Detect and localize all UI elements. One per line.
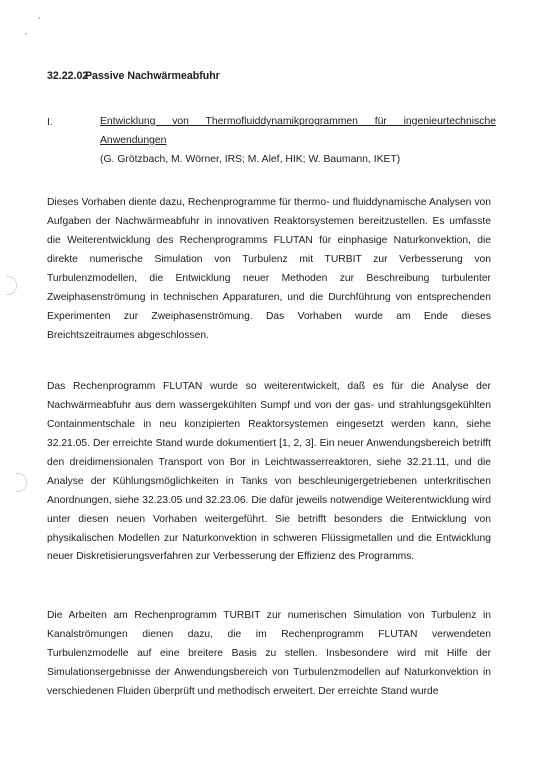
section-number: 32.22.02 xyxy=(47,70,89,82)
punch-hole-mark xyxy=(16,473,27,492)
subsection-authors: (G. Grötzbach, M. Wörner, IRS; M. Alef, HIK; W. Baumann, IKET) xyxy=(100,154,401,165)
scan-speck xyxy=(25,33,27,35)
subsection-title: Entwicklung von Thermofluiddynamikprogrammen für ingenieurtechnische Anwendungen xyxy=(100,116,496,146)
section-heading xyxy=(47,70,220,82)
body-paragraph: Das Rechenprogramm FLUTAN wurde so weiterentwickelt, daß es für die Analyse der Nachwärmeabfuhr aus dem wassergekühlten Sumpf und von der gas- und strahlungsgekühlten Containmentschale in neu konzipierten Reaktorsystemen eingesetzt werden kann, siehe 32.21.05. Der erreichte Stand wurde dokumentiert [1, 2, 3]. Ein neuer Anwendungsbereich betrifft den dreidimensionalen Transport von Bor in Leichtwasserreaktoren, siehe 32.21.11, und die Analyse der Kühlungsmöglichkeiten in Tanks von beschleunigergetriebenen unterkritischen Anordnungen, siehe 32.23.05 und 32.23.06. Die dafür jeweils notwendige Weiterentwicklung wird unter diesen neuen Vorhaben weitergeführt. Sie betrifft besonders die Entwicklung von physikalischen Modellen zur Naturkonvektion in schweren Flüssigmetallen und die Entwicklung neuer Diskretisierungsverfahren zur Verbesserung der Effizienz des Programms. xyxy=(47,381,491,563)
subsection-number: I. xyxy=(47,117,53,128)
body-paragraph: Dieses Vorhaben diente dazu, Rechenprogramme für thermo- und fluiddynamische Analysen von Aufgaben der Nachwärmeabfuhr in innovativen Reaktorsystemen bereitzustellen. Es umfasste die Weiterentwicklung des Rechenprogramms FLUTAN für einphasige Naturkonvektion, die direkte numerische Simulation von Turbulenz mit TURBIT zur Verbesserung von Turbulenzmodellen, die Entwicklung neuer Methoden zur Beschreibung turbulenter Zweiphasenströmung in technischen Apparaturen, und die Durchführung von entsprechenden Experimenten zur Zweiphasenströmung. Das Vorhaben wurde am Ende dieses Breichtszeitraumes abgeschlossen. xyxy=(47,197,491,341)
punch-hole-mark xyxy=(6,276,17,295)
body-paragraph: Die Arbeiten am Rechenprogramm TURBIT zur numerischen Simulation von Turbulenz in Kanalströmungen dienen dazu, die im Rechenprogramm FLUTAN verwendeten Turbulenzmodelle auf eine breitere Basis zu stellen. Insbesondere wird mit Hilfe der Simulationsergebnisse der Anwendungsbereich von Turbulenzmodellen auf Naturkonvektion in verschiedenen Fluiden überprüft und methodisch erweitert. Der erreichte Stand wurde xyxy=(47,610,491,697)
scan-speck xyxy=(38,17,40,19)
section-title: Passive Nachwärmeabfuhr xyxy=(84,70,220,82)
